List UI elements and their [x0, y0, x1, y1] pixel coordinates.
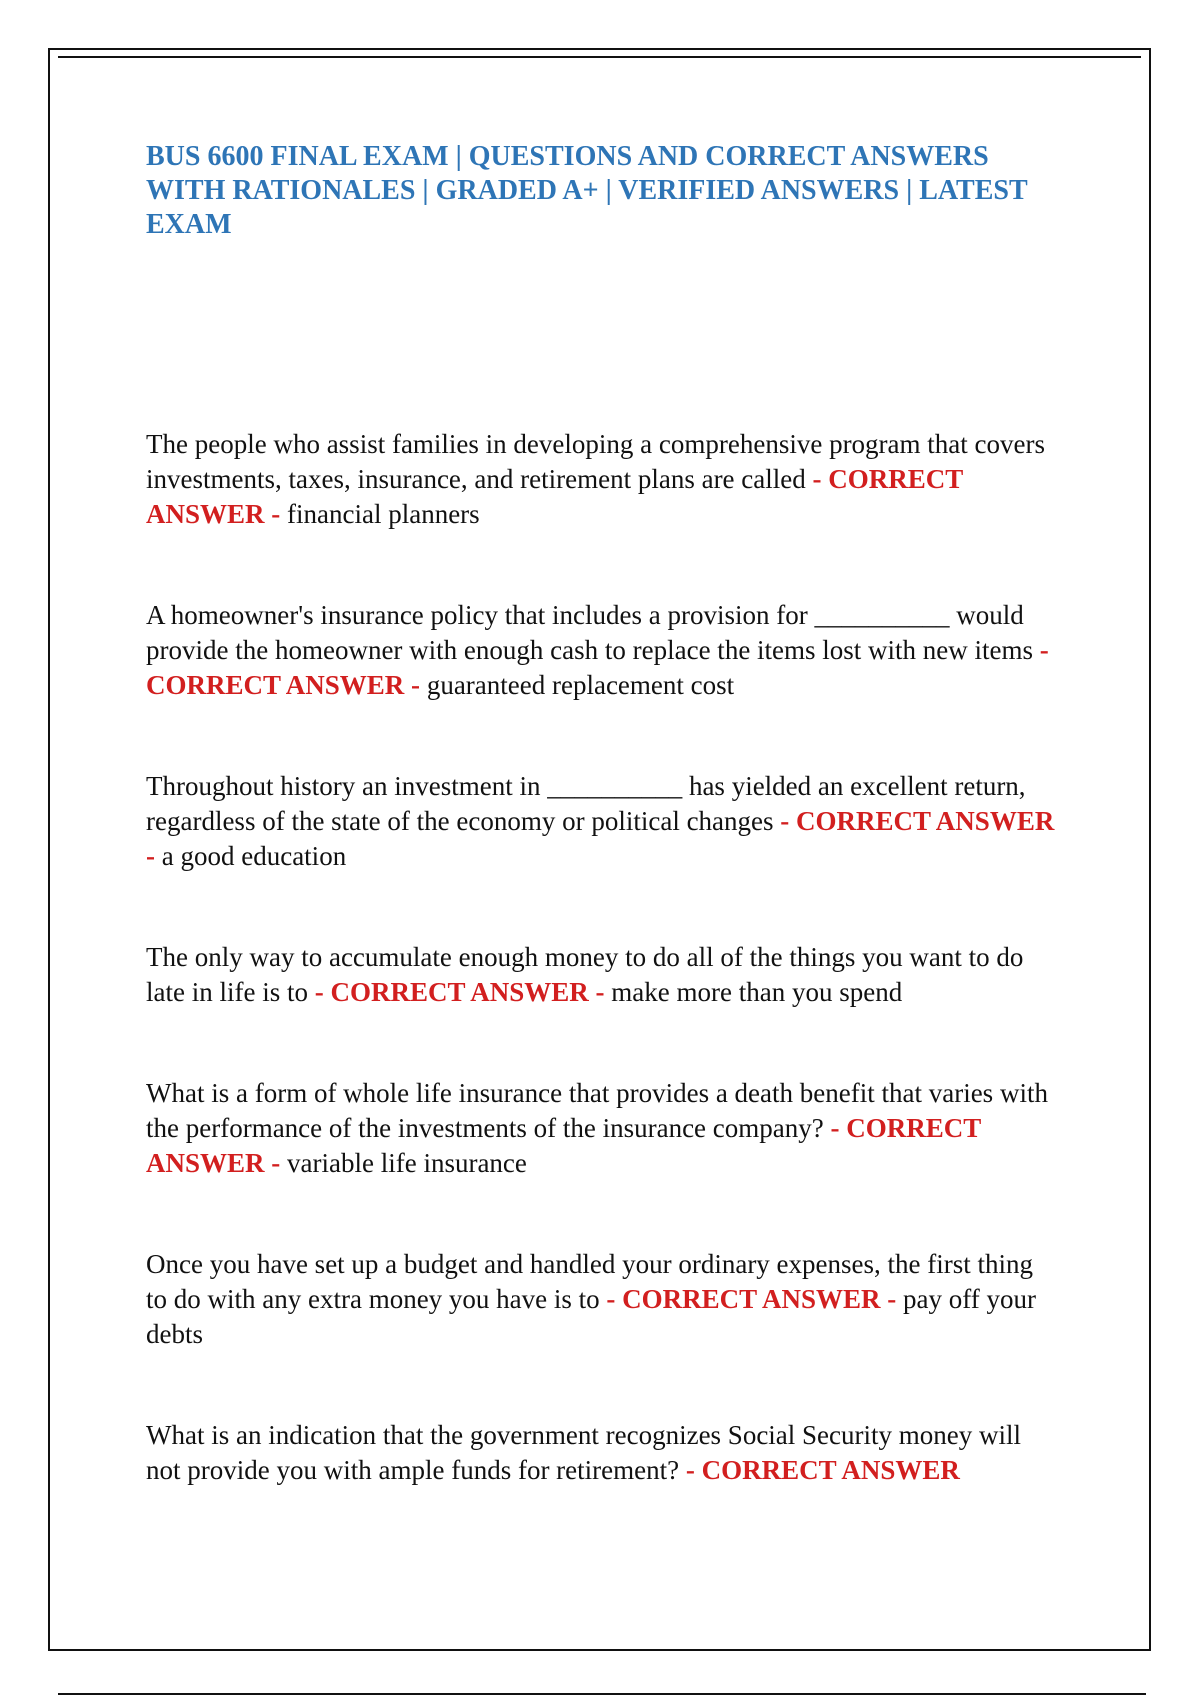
question-text: What is a form of whole life insurance that provides a death benefit that varies with the performance of the investments of the insurance company? [146, 1078, 1048, 1143]
answer-text: pay off your debts [146, 1284, 1036, 1349]
correct-answer-marker: - CORRECT ANSWER - [314, 977, 605, 1007]
qa-item-7 [146, 1418, 1056, 1488]
qa-item-6 [146, 1247, 1056, 1352]
answer-text: financial planners [287, 499, 480, 529]
question-text: What is an indication that the government recognizes Social Security money will not provide you with ample funds for retirement? [146, 1420, 1022, 1485]
page-top-rule [58, 56, 1141, 58]
answer-text: make more than you spend [611, 977, 903, 1007]
qa-item-4 [146, 940, 1056, 1010]
qa-item-1 [146, 427, 1056, 532]
correct-answer-marker: - CORRECT ANSWER - [146, 464, 963, 529]
document-body [146, 140, 1066, 1554]
qa-item-3 [146, 769, 1056, 874]
question-text: Once you have set up a budget and handled your ordinary expenses, the first thing to do with any extra money you have is to [146, 1249, 1034, 1314]
document-title: BUS 6600 FINAL EXAM | QUESTIONS AND CORRECT ANSWERS WITH RATIONALES | GRADED A+ | VERIFIED ANSWERS | LATEST EXAM [146, 141, 1028, 240]
question-text: A homeowner's insurance policy that includes a provision for __________ would provide the homeowner with enough cash to replace the items lost with new items [146, 600, 1034, 665]
correct-answer-marker: - CORRECT ANSWER - [606, 1284, 897, 1314]
answer-text: a good education [161, 841, 347, 871]
correct-answer-marker: - CORRECT ANSWER - [146, 635, 1049, 700]
page-bottom-rule [58, 1693, 1146, 1695]
answer-text: guaranteed replacement cost [426, 670, 735, 700]
answer-text: variable life insurance [287, 1148, 527, 1178]
question-text: The only way to accumulate enough money to do all of the things you want to do late in life is to [146, 942, 1024, 1007]
qa-item-2 [146, 598, 1056, 703]
question-text: Throughout history an investment in __________ has yielded an excellent return, regardless of the state of the economy or political changes [146, 771, 1026, 836]
qa-list [146, 427, 1066, 1488]
correct-answer-marker: - CORRECT ANSWER - [146, 806, 1055, 871]
correct-answer-marker: - CORRECT ANSWER [685, 1455, 960, 1485]
correct-answer-marker: - CORRECT ANSWER - [146, 1113, 981, 1178]
qa-item-5 [146, 1076, 1056, 1181]
question-text: The people who assist families in developing a comprehensive program that covers investments, taxes, insurance, and retirement plans are called [146, 429, 1045, 494]
